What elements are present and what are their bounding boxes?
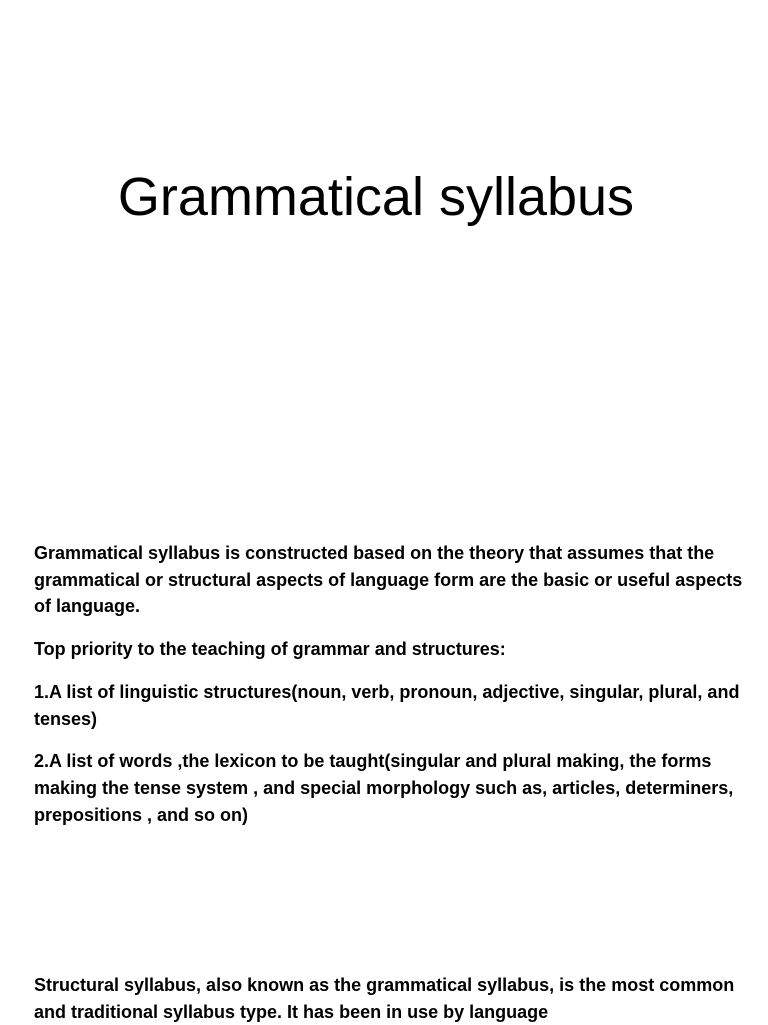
priority-paragraph: Top priority to the teaching of grammar and structures: bbox=[34, 639, 506, 660]
list-item-words: 2.A list of words ,the lexicon to be taught(singular and plural making, the forms making the tense system , and special morphology such as, articles, determiners, prepositions , and so on) bbox=[34, 751, 734, 825]
slide-body bbox=[34, 540, 744, 844]
next-slide-body bbox=[34, 972, 744, 1025]
slide-title: Grammatical syllabus bbox=[117, 167, 635, 227]
structural-syllabus-paragraph: Structural syllabus, also known as the grammatical syllabus, is the most common and traditional syllabus type. It has been in use by language bbox=[34, 975, 735, 1022]
intro-paragraph: Grammatical syllabus is constructed based on the theory that assumes that the grammatical or structural aspects of language form are the basic or useful aspects of language. bbox=[34, 543, 743, 617]
list-item-structures: 1.A list of linguistic structures(noun, verb, pronoun, adjective, singular, plural, and tenses) bbox=[34, 681, 740, 729]
